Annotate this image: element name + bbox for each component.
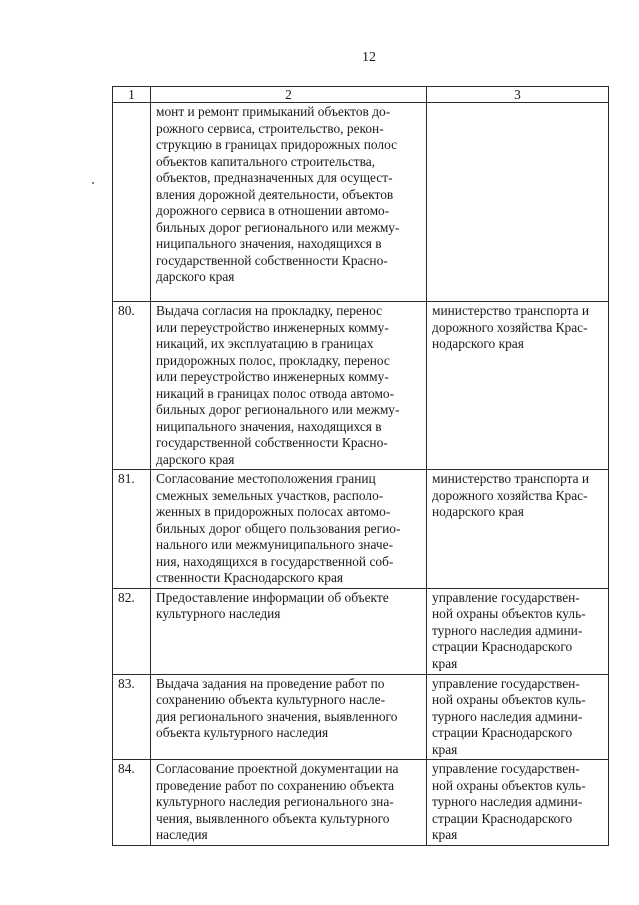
- authority-line: страции Краснодарского: [432, 639, 573, 654]
- service-line: никаций в границах полос отвода автомо-: [156, 385, 395, 401]
- table-row: [113, 103, 609, 302]
- service-line: Выдача согласия на прокладку, перенос: [156, 303, 383, 318]
- service-line: бильных дорог регионального или межму-: [156, 219, 400, 235]
- service-line: женных в придорожных полосах автомо-: [156, 504, 391, 519]
- row-number: 81.: [113, 470, 151, 589]
- service-line: наследия: [156, 827, 208, 842]
- authority-line: министерство транспорта и: [432, 303, 590, 318]
- service-line: объектов, предназначенных для осущест-: [156, 170, 393, 185]
- authority-line: края: [432, 741, 458, 757]
- authority-line: страции Краснодарского: [432, 810, 573, 826]
- service-line: смежных земельных участков, располо-: [156, 487, 384, 503]
- service-line: культурного наследия: [156, 606, 281, 621]
- authority-line: управление государствен-: [432, 761, 580, 776]
- authority-line: турного наследия админи-: [432, 622, 583, 638]
- service-cell: [151, 103, 427, 302]
- table-row: [113, 470, 609, 589]
- authority-cell: [427, 588, 609, 674]
- column-header-2: 2: [151, 87, 427, 103]
- service-line: рожного сервиса, строительство, рекон-: [156, 120, 384, 136]
- service-line: объекта культурного наследия: [156, 725, 329, 740]
- service-line: вления дорожной деятельности, объектов: [156, 186, 394, 202]
- column-header-1: 1: [113, 87, 151, 103]
- service-line: нального или межмуниципального значе-: [156, 537, 394, 552]
- authority-line: края: [432, 827, 458, 842]
- authority-cell: [427, 674, 609, 760]
- service-line: Выдача задания на проведение работ по: [156, 675, 385, 691]
- service-line: дарского края: [156, 269, 235, 284]
- table-row: [113, 302, 609, 470]
- service-line: никаций, их эксплуатацию в границах: [156, 336, 374, 351]
- row-number: [113, 103, 151, 302]
- authority-cell: [427, 470, 609, 589]
- service-cell: [151, 470, 427, 589]
- authority-line: нодарского края: [432, 336, 524, 351]
- authority-line: нодарского края: [432, 504, 524, 519]
- service-cell: [151, 674, 427, 760]
- row-number: 80.: [113, 302, 151, 470]
- service-line: государственной собственности Красно-: [156, 435, 388, 450]
- service-line: культурного наследия регионального зна-: [156, 794, 394, 809]
- authority-cell: [427, 760, 609, 846]
- service-line: Согласование проектной документации на: [156, 761, 399, 776]
- service-line: или переустройство инженерных комму-: [156, 319, 389, 335]
- service-line: ния, находящихся в государственной соб-: [156, 553, 394, 569]
- service-cell: [151, 302, 427, 470]
- service-line: ственности Краснодарского края: [156, 570, 344, 585]
- service-line: ниципального значения, находящихся в: [156, 236, 382, 251]
- service-line: государственной собственности Красно-: [156, 252, 388, 268]
- authority-line: управление государствен-: [432, 589, 580, 605]
- service-line: проведение работ по сохранению объекта: [156, 777, 395, 793]
- service-cell: [151, 760, 427, 846]
- authority-line: дорожного хозяйства Крас-: [432, 487, 588, 503]
- table-row: [113, 674, 609, 760]
- service-line: дорожного сервиса в отношении автомо-: [156, 203, 390, 218]
- services-table: [112, 86, 609, 846]
- service-line: бильных дорог регионального или межму-: [156, 402, 400, 417]
- row-number: 84.: [113, 760, 151, 846]
- service-line: сохранению объекта культурного насле-: [156, 692, 386, 707]
- authority-line: страции Краснодарского: [432, 725, 573, 740]
- service-line: монт и ремонт примыканий объектов до-: [156, 104, 391, 119]
- authority-line: турного наследия админи-: [432, 708, 583, 724]
- authority-line: министерство транспорта и: [432, 471, 590, 486]
- service-line: Предоставление информации об объекте: [156, 589, 389, 605]
- authority-line: управление государствен-: [432, 675, 580, 691]
- table-header-row: [113, 87, 609, 103]
- authority-line: ной охраны объектов куль-: [432, 606, 586, 621]
- service-line: или переустройство инженерных комму-: [156, 369, 389, 384]
- service-line: придорожных полос, прокладку, перенос: [156, 352, 390, 368]
- service-line: струкцию в границах придорожных полос: [156, 137, 398, 152]
- scan-dot: [92, 182, 94, 184]
- authority-line: дорожного хозяйства Крас-: [432, 319, 588, 335]
- authority-cell: [427, 302, 609, 470]
- service-line: ниципального значения, находящихся в: [156, 418, 382, 434]
- page-number: 12: [362, 50, 376, 65]
- authority-line: края: [432, 655, 458, 671]
- authority-line: ной охраны объектов куль-: [432, 692, 586, 707]
- service-line: объектов капитального строительства,: [156, 153, 376, 169]
- service-line: дия регионального значения, выявленного: [156, 708, 398, 724]
- service-cell: [151, 588, 427, 674]
- row-number: 82.: [113, 588, 151, 674]
- row-number: 83.: [113, 674, 151, 760]
- service-line: бильных дорог общего пользования регио-: [156, 520, 401, 536]
- authority-line: ной охраны объектов куль-: [432, 777, 586, 793]
- table-row: [113, 588, 609, 674]
- authority-cell: [427, 103, 609, 302]
- authority-line: турного наследия админи-: [432, 794, 583, 809]
- service-line: чения, выявленного объекта культурного: [156, 810, 390, 826]
- column-header-3: 3: [427, 87, 609, 103]
- service-line: Согласование местоположения границ: [156, 471, 376, 486]
- service-line: дарского края: [156, 451, 235, 467]
- table-row: [113, 760, 609, 846]
